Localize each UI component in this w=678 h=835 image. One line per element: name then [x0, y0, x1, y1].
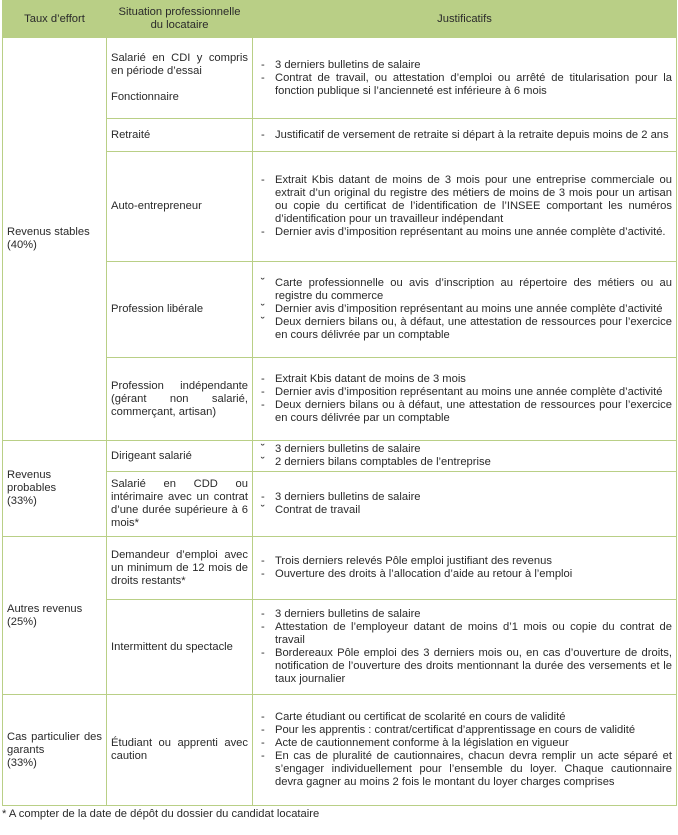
list-item: ˘ Contrat de travail — [257, 504, 672, 517]
group-stable: Revenus stables (40%) — [3, 38, 107, 441]
list-item: - En cas de pluralité de cautionnaires, chacun devra remplir un acte séparé et s’engager individuellement pour l’ensemble du loyer. Chaque cautionnaire devra gagner au moins 2 fois le montant du loyer charges comprises — [257, 750, 672, 789]
table-header — [3, 1, 677, 38]
justif-independante — [253, 358, 677, 441]
justif-demandeur — [253, 537, 677, 600]
list-item: - 3 derniers bulletins de salaire — [257, 491, 672, 504]
list-item: - Deux derniers bilans ou à défaut, une attestation de ressources pour l’exercice en cours délivrée par un comptable — [257, 399, 672, 425]
list-item: - Contrat de travail, ou attestation d’emploi ou arrêté de titularisation pour la fonction publique si l’ancienneté est inférieure à 6 mois — [257, 72, 672, 98]
list-item: ˘ 2 derniers bilans comptables de l’entreprise — [257, 456, 672, 469]
list-item: - Bordereaux Pôle emploi des 3 derniers mois ou, en cas d’ouverture de droits, notification de l’ouverture des droits mentionnant la durée des versements et le taux journalier — [257, 647, 672, 686]
justif-liberale — [253, 262, 677, 358]
table-row — [3, 38, 677, 119]
situation-independante: Profession indépendante (gérant non salarié, commerçant, artisan) — [107, 358, 253, 441]
footnote: * A compter de la date de dépôt du dossier du candidat locataire — [2, 808, 320, 820]
list-item: - Dernier avis d’imposition représentant au moins une année complète d’activité. — [257, 226, 672, 239]
justif-intermittent — [253, 600, 677, 695]
list-item: - Acte de cautionnement conforme à la législation en vigueur — [257, 737, 672, 750]
list-item: - Dernier avis d’imposition représentant au moins une année complète d’activité — [257, 386, 672, 399]
justif-auto — [253, 152, 677, 262]
list-item: ˘ Deux derniers bilans ou, à défaut, une attestation de ressources pour l’exercice en cours délivrée par un comptable — [257, 316, 672, 342]
header-situation: Situation professionnelle du locataire — [107, 1, 253, 38]
justif-dirigeant — [253, 441, 677, 472]
list-item: - 3 derniers bulletins de salaire — [257, 59, 672, 72]
header-justificatifs: Justificatifs — [253, 1, 677, 38]
situation-retraite: Retraité — [107, 119, 253, 152]
justif-cdd — [253, 472, 677, 537]
list-item: ˘ 3 derniers bulletins de salaire — [257, 443, 672, 456]
group-probable: Revenus probables (33%) — [3, 441, 107, 537]
table-row — [3, 537, 677, 600]
situation-auto: Auto-entrepreneur — [107, 152, 253, 262]
table-row — [3, 695, 677, 806]
table-row — [3, 441, 677, 472]
situation-demandeur: Demandeur d’emploi avec un minimum de 12 mois de droits restants* — [107, 537, 253, 600]
situation-liberale: Profession libérale — [107, 262, 253, 358]
situation-dirigeant: Dirigeant salarié — [107, 441, 253, 472]
list-item: - Carte étudiant ou certificat de scolarité en cours de validité — [257, 711, 672, 724]
list-item: ˘ Dernier avis d’imposition représentant au moins une année complète d’activité — [257, 303, 672, 316]
situation-cdd: Salarié en CDD ou intérimaire avec un contrat d’une durée supérieure à 6 mois* — [107, 472, 253, 537]
list-item: - Attestation de l’employeur datant de moins d’1 mois ou copie du contrat de travail — [257, 621, 672, 647]
group-autres: Autres revenus (25%) — [3, 537, 107, 695]
justif-etudiant — [253, 695, 677, 806]
list-item: - Trois derniers relevés Pôle emploi justifiant des revenus — [257, 555, 672, 568]
list-item: - Pour les apprentis : contrat/certificat d’apprentissage en cours de validité — [257, 724, 672, 737]
situation-etudiant: Étudiant ou apprenti avec caution — [107, 695, 253, 806]
justificatifs-table — [2, 0, 677, 806]
list-item: - Justificatif de versement de retraite si départ à la retraite depuis moins de 2 ans — [257, 129, 672, 142]
list-item: - Extrait Kbis datant de moins de 3 mois pour une entreprise commerciale ou extrait d’un original du registre des métiers de moins de 3 mois pour un artisan ou copie du certificat de l’identification de l’INSEE comportant les numéros d’identification pour un travailleur indépendant — [257, 174, 672, 226]
justif-cdi — [253, 38, 677, 119]
list-item: - 3 derniers bulletins de salaire — [257, 608, 672, 621]
justif-retraite — [253, 119, 677, 152]
list-item: ˘ Carte professionnelle ou avis d’inscription au répertoire des métiers ou au registre du commerce — [257, 277, 672, 303]
group-garants: Cas particulier des garants (33%) — [3, 695, 107, 806]
situation-intermittent: Intermittent du spectacle — [107, 600, 253, 695]
list-item: - Extrait Kbis datant de moins de 3 mois — [257, 373, 672, 386]
situation-cdi: Salarié en CDI y compris en période d’essai Fonctionnaire — [107, 38, 253, 119]
header-rate: Taux d’effort — [3, 1, 107, 38]
list-item: - Ouverture des droits à l’allocation d’aide au retour à l’emploi — [257, 568, 672, 581]
